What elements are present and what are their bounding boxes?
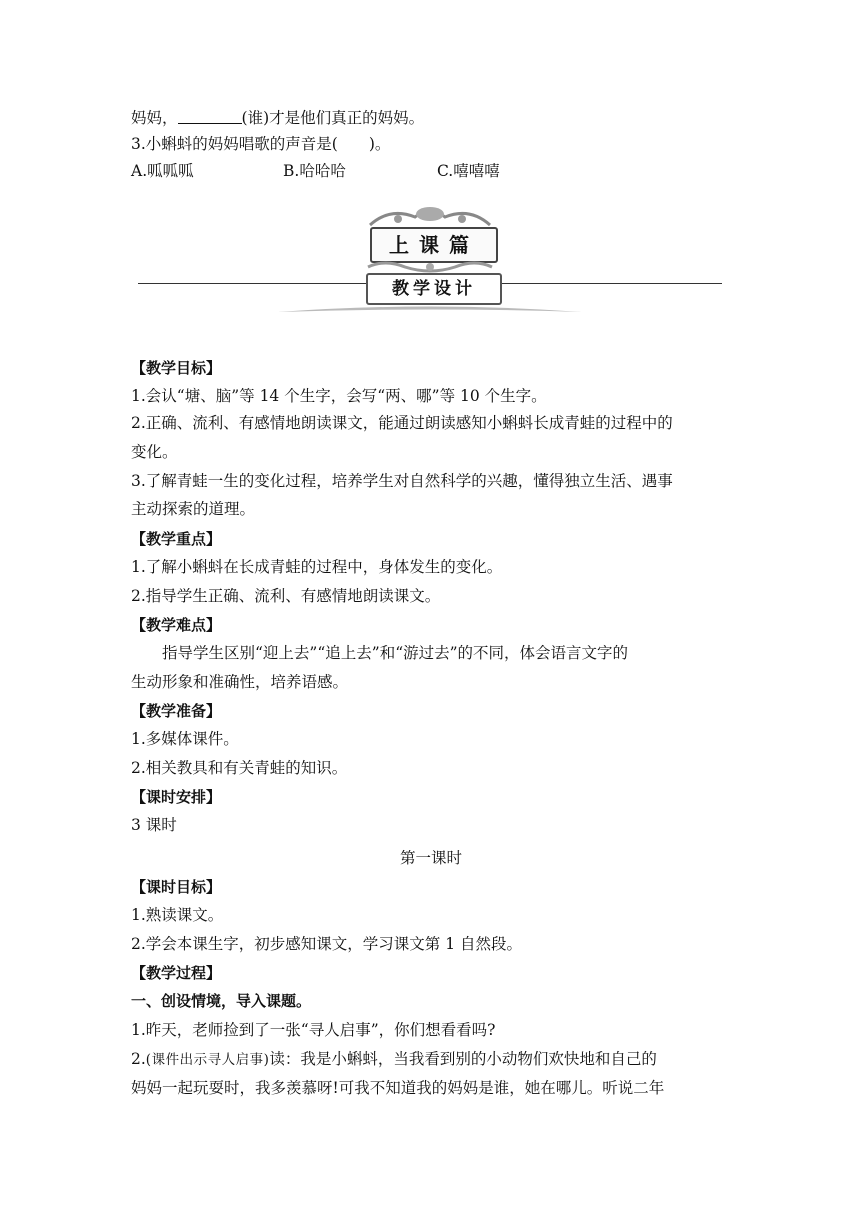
paragraph-2-text: 读：我是小蝌蚪，当我看到别的小动物们欢快地和自己的 xyxy=(269,1050,657,1068)
lesson-goal-2: 2.学会本课生字，初步感知课文，学习课文第 1 自然段。 xyxy=(131,935,523,953)
preparation-1: 1.多媒体课件。 xyxy=(131,730,239,748)
goal-3-line-2: 主动探索的道理。 xyxy=(131,500,256,518)
process-step-1: 一、创设情境，导入课题。 xyxy=(131,992,312,1010)
banner-subtitle: 教学设计 xyxy=(366,273,502,305)
option-c[interactable]: C.嘻嘻嘻 xyxy=(437,162,500,180)
preparation-2: 2.相关教具和有关青蛙的知识。 xyxy=(131,759,348,777)
key-point-1: 1.了解小蝌蚪在长成青蛙的过程中，身体发生的变化。 xyxy=(131,558,503,576)
goal-2-line-2: 变化。 xyxy=(131,443,178,461)
paragraph-2-prefix: 2. xyxy=(131,1050,146,1068)
courseware-note: (课件出示寻人启事) xyxy=(145,1052,270,1068)
section-banner xyxy=(138,205,722,320)
goal-2-line-1: 2.正确、流利、有感情地朗读课文，能通过朗读感知小蝌蚪长成青蛙的过程中的 xyxy=(131,414,673,432)
process-paragraph-3: 妈妈一起玩耍时，我多羡慕呀!可我不知道我的妈妈是谁，她在哪儿。听说二年 xyxy=(131,1079,665,1097)
option-a[interactable]: A.呱呱呱 xyxy=(131,162,194,180)
difficulty-line-2: 生动形象和准确性，培养语感。 xyxy=(131,673,349,691)
banner-swoosh-icon xyxy=(278,303,582,317)
lesson-title: 第一课时 xyxy=(399,849,462,867)
goal-1: 1.会认“塘、脑”等 14 个生字，会写“两、哪”等 10 个生字。 xyxy=(131,387,547,405)
question-3: 3.小蝌蚪的妈妈唱歌的声音是( )。 xyxy=(131,135,391,153)
key-points-heading: 【教学重点】 xyxy=(131,530,222,548)
difficulties-heading: 【教学难点】 xyxy=(131,616,222,634)
question-line-1-prefix: 妈妈， xyxy=(131,109,178,127)
lesson-goals-heading: 【课时目标】 xyxy=(131,878,222,896)
preparation-heading: 【教学准备】 xyxy=(131,702,222,720)
process-paragraph-2 xyxy=(131,1048,731,1071)
difficulty-line-1: 指导学生区别“迎上去”“追上去”和“游过去”的不同，体会语言文字的 xyxy=(162,644,629,662)
banner-title: 上课篇 xyxy=(370,227,498,263)
question-line-1-suffix: (谁)才是他们真正的妈妈。 xyxy=(241,109,425,127)
lesson-goal-1: 1.熟读课文。 xyxy=(131,906,224,924)
process-heading: 【教学过程】 xyxy=(131,964,222,982)
question-line-1 xyxy=(131,107,731,129)
ornament-top-icon xyxy=(360,205,500,229)
answer-blank[interactable] xyxy=(178,108,242,124)
schedule-value: 3 课时 xyxy=(131,816,177,834)
goals-heading: 【教学目标】 xyxy=(131,359,222,377)
option-b[interactable]: B.哈哈哈 xyxy=(283,162,346,180)
process-paragraph-1: 1.昨天，老师捡到了一张“寻人启事”，你们想看看吗? xyxy=(131,1021,496,1039)
question-3-options xyxy=(131,160,731,182)
key-point-2: 2.指导学生正确、流利、有感情地朗读课文。 xyxy=(131,587,441,605)
goal-3-line-1: 3.了解青蛙一生的变化过程，培养学生对自然科学的兴趣，懂得独立生活、遇事 xyxy=(131,472,673,490)
schedule-heading: 【课时安排】 xyxy=(131,788,222,806)
